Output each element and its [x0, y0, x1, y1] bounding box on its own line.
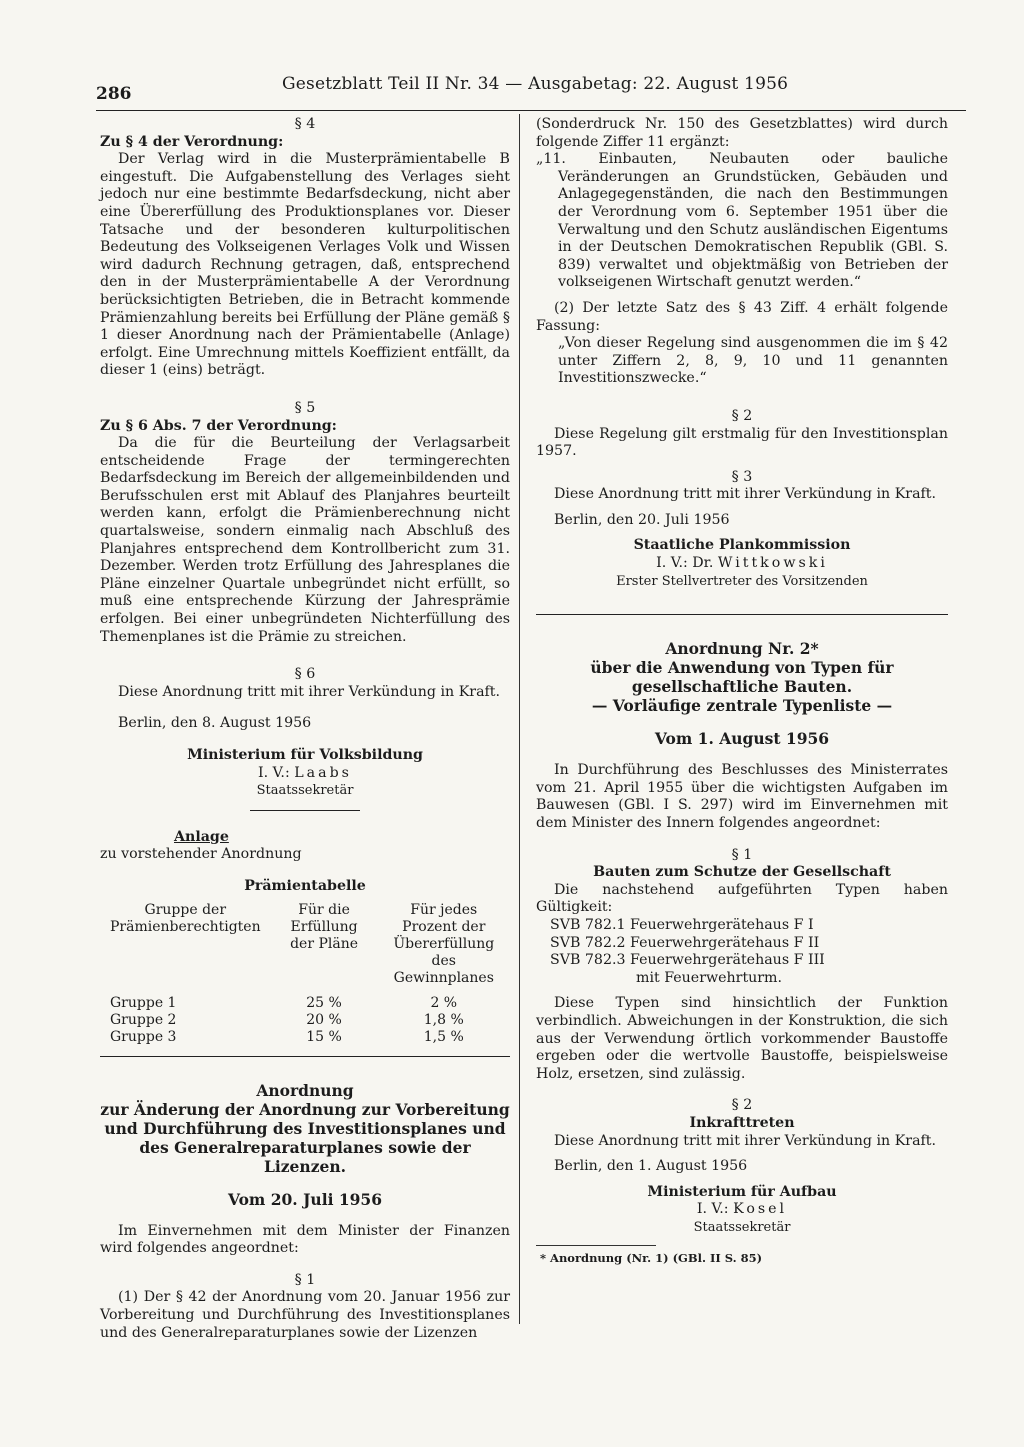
- section-text: Die nachstehend aufgeführten Typen haben Gültigkeit:: [536, 881, 948, 916]
- header-title: Gesetzblatt Teil II Nr. 34 — Ausgabetag: 22. August 1956: [282, 74, 789, 94]
- footnote: * Anordnung (Nr. 1) (GBl. II S. 85): [540, 1250, 763, 1265]
- table-title: Prämientabelle: [244, 877, 366, 894]
- page-number: 286: [96, 84, 132, 104]
- signature-role: Staatssekretär: [256, 783, 354, 799]
- section-text: Der Verlag wird in die Musterprämientabelle B eingestuft. Die Aufgabenstellung des Verlages sieht jedoch nur eine bestimmte Bedarfsdeckung, nicht aber eine Übererfüllung des Produktionsplanes vor. Dieser Tatsache und der besonderen kulturpolitischen Bedeutung des Volkseigenen Verlages Volk und Wissen wird dadurch Rechnung getragen, daß, entsprechend den in der Musterprämientabelle A der Verordnung berücksichtigten Betrieben, die in Betracht kommende Prämienzahlung bereits bei Erfüllung der Pläne gemäß § 1 dieser Anordnung nach der Prämientabelle (Anlage) erfolgt. Eine Umrechnung mittels Koeffizient entfällt, da dieser 1 (eins) beträgt.: [100, 151, 510, 379]
- anlage-subtitle: zu vorstehender Anordnung: [100, 846, 302, 863]
- ordinance-title: Anordnung: [256, 1080, 354, 1100]
- signature-date: Berlin, den 8. August 1956: [118, 715, 312, 732]
- table-cell: 25 %: [306, 994, 342, 1011]
- signature-role: Staatssekretär: [693, 1219, 791, 1235]
- table-row: [100, 1029, 510, 1046]
- section-text: Diese Regelung gilt erstmalig für den Investitionsplan 1957.: [536, 425, 948, 460]
- signature-name-line: [100, 765, 510, 783]
- column-divider: [519, 114, 520, 1324]
- table-cell: 1,5 %: [423, 1028, 464, 1045]
- section-number: § 4: [294, 116, 316, 132]
- paragraph-quote: „Von dieser Regelung sind ausgenommen die im § 42 unter Ziffern 2, 8, 9, 10 und 11 genannten Investitionszwecke.“: [558, 335, 948, 387]
- ordinance-subtitle-2: — Vorläufige zentrale Typenliste —: [591, 696, 893, 716]
- signature-date: Berlin, den 20. Juli 1956: [554, 511, 730, 528]
- list-item: SVB 782.1 Feuerwehrgerätehaus F I: [550, 917, 814, 933]
- column-header: Für jedes Prozent der Übererfüllung des Gewinnplanes: [393, 901, 495, 986]
- signature-prefix: I. V.:: [258, 764, 290, 781]
- ordinance-intro: Im Einvernehmen mit dem Minister der Finanzen wird folgendes angeordnet:: [100, 1222, 510, 1257]
- ordinance-subtitle: über die Anwendung von Typen für gesellschaftliche Bauten.: [590, 658, 894, 697]
- section-heading: Zu § 4 der Verordnung:: [100, 133, 284, 150]
- footnote-rule: [536, 1245, 656, 1246]
- ordinance-title: Anordnung Nr. 2*: [665, 639, 819, 659]
- separator-rule: [100, 1056, 510, 1057]
- section-heading: Inkrafttreten: [689, 1114, 795, 1131]
- table-cell: Gruppe 1: [110, 994, 177, 1011]
- column-header: Für die Erfüllung der Pläne: [290, 901, 359, 952]
- signature-block: [536, 537, 948, 590]
- list-item: SVB 782.2 Feuerwehrgerätehaus F II: [550, 934, 820, 951]
- table-cell: 2 %: [430, 994, 458, 1011]
- signature-name-line: [536, 555, 948, 573]
- section-heading: Zu § 6 Abs. 7 der Verordnung:: [100, 417, 337, 434]
- ziffer-11: „11. Einbauten, Neubauten oder bauliche Veränderungen an Grundstücken, Gebäuden und Anlagegegenständen, die nach den Bestimmungen der Verordnung vom 6. September 1951 über die Verwaltung und den Schutz ausländischen Eigentums in der Deutschen Demokratischen Republik (GBl. S. 839) verwaltet und objektmäßig von Betrieben der volkseigenen Wirtschaft genutzt werden.“: [536, 151, 948, 291]
- signature-org: Staatliche Plankommission: [633, 537, 851, 554]
- signature-block: [100, 747, 510, 800]
- section-heading: Bauten zum Schutze der Gesellschaft: [593, 864, 891, 881]
- signature-org: Ministerium für Aufbau: [647, 1183, 837, 1200]
- signature-block: [536, 1184, 948, 1237]
- section-number: § 3: [731, 468, 753, 485]
- signature-name: Wittkowski: [717, 555, 828, 572]
- signature-role: Erster Stellvertreter des Vorsitzenden: [616, 573, 868, 589]
- table-cell: Gruppe 2: [110, 1011, 177, 1028]
- signature-date: Berlin, den 1. August 1956: [554, 1158, 748, 1175]
- signature-name: Kosel: [733, 1201, 788, 1218]
- table-header-row: [100, 902, 510, 987]
- praemien-table: [100, 902, 510, 1046]
- separator-rule: [536, 614, 948, 615]
- anlage-title: Anlage: [174, 828, 229, 845]
- table-row: [100, 987, 510, 995]
- list-item: SVB 782.3 Feuerwehrgerätehaus F III: [550, 952, 825, 969]
- signature-prefix: I. V.: Dr.: [656, 555, 714, 572]
- type-list: [536, 917, 948, 987]
- section-text: (1) Der § 42 der Anordnung vom 20. Januar 1956 zur Vorbereitung und Durchführung des Investitionsplanes und des Generalreparaturplanes sowie der Lizenzen: [100, 1289, 510, 1341]
- section-text: Diese Typen sind hinsichtlich der Funktion verbindlich. Abweichungen in der Konstruktion, die sich aus der Verwendung örtlich vorkommender Baustoffe ergeben oder die wertvolle Baustoffe, beispielsweise Holz, ersetzen, sind zulässig.: [536, 995, 948, 1082]
- ordinance-date: Vom 20. Juli 1956: [227, 1189, 383, 1209]
- paragraph-abs2: (2) Der letzte Satz des § 43 Ziff. 4 erhält folgende Fassung:: [536, 299, 948, 334]
- separator-rule: [250, 810, 360, 811]
- ordinance-subtitle: zur Änderung der Anordnung zur Vorbereitung und Durchführung des Investitionsplanes und des Generalreparaturplanes sowie der Lizenzen.: [100, 1099, 510, 1176]
- section-number: § 6: [294, 666, 316, 683]
- section-number: § 2: [731, 407, 753, 424]
- column-header: Gruppe der Prämienberechtigten: [110, 901, 261, 935]
- section-text: Diese Anordnung tritt mit ihrer Verkündung in Kraft.: [554, 486, 936, 503]
- section-number: § 1: [294, 1271, 316, 1288]
- table-row: [100, 995, 510, 1012]
- section-number: § 5: [294, 399, 316, 416]
- table-cell: 15 %: [306, 1028, 342, 1045]
- continuation-text: (Sonderdruck Nr. 150 des Gesetzblattes) wird durch folgende Ziffer 11 ergänzt:: [536, 116, 948, 150]
- page-header: [96, 72, 966, 106]
- table-cell: 20 %: [306, 1011, 342, 1028]
- section-number: § 1: [731, 846, 753, 863]
- signature-name: Laabs: [294, 764, 352, 781]
- table-cell: Gruppe 3: [110, 1028, 177, 1045]
- signature-prefix: I. V.:: [696, 1201, 729, 1218]
- section-text: Diese Anordnung tritt mit ihrer Verkündung in Kraft.: [118, 683, 500, 700]
- ordinance-date: Vom 1. August 1956: [654, 729, 830, 749]
- section-text: Diese Anordnung tritt mit ihrer Verkündung in Kraft.: [554, 1132, 936, 1149]
- section-text: Da die für die Beurteilung der Verlagsarbeit entscheidende Frage der termingerechten Bedarfsdeckung im Bereich der allgemeinbildenden und Berufsschulen erst mit Ablauf des Planjahres beurteilt werden kann, erfolgt die Prämienberechnung nicht quartalsweise, sondern einmalig nach Abschluß des Planjahres entsprechend dem Kontrollbericht zum 31. Dezember. Werden trotz Erfüllung des Jahresplanes die Pläne einzelner Quartale unbegründet nicht erfüllt, so muß eine entsprechende Kürzung der Jahresprämie erfolgen. Bei einer unbegründeten Nichterfüllung des Themenplanes ist die Prämie zu streichen.: [100, 435, 510, 645]
- left-column: [100, 116, 510, 1342]
- table-cell: 1,8 %: [423, 1011, 464, 1028]
- ordinance-intro: In Durchführung des Beschlusses des Ministerrates vom 21. April 1955 über die wichtigsten Aufgaben im Bauwesen (GBl. I S. 297) wird im Einvernehmen mit dem Minister des Innern folgendes angeordnet:: [536, 762, 948, 832]
- right-column: [536, 116, 948, 1267]
- list-item-extra: mit Feuerwehrturm.: [636, 969, 783, 986]
- header-rule: [96, 110, 966, 111]
- section-number: § 2: [731, 1097, 753, 1114]
- table-row: [100, 1012, 510, 1029]
- signature-name-line: [536, 1201, 948, 1219]
- signature-org: Ministerium für Volksbildung: [187, 747, 423, 763]
